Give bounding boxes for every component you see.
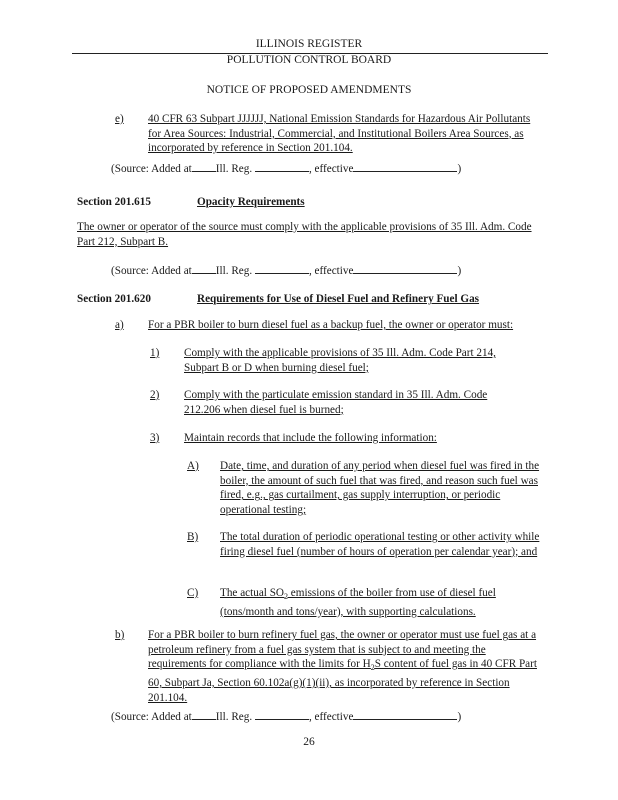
subitem-c-text [220, 586, 542, 619]
item-1-label: 1) [150, 347, 160, 359]
source-ill-reg: Ill. Reg. [215, 163, 253, 175]
item-b-text-post: S content of fuel gas in 40 CFR Part 60, Subpart Ja, Section 60.102a(g)(1)(ii), as incorporated by reference in Section 201.104. [148, 658, 537, 704]
section-title-615: Opacity Requirements [197, 196, 305, 208]
item-b-text-pre: For a PBR boiler to burn refinery fuel gas, the owner or operator must use fuel gas at a petroleum refinery from a fuel gas system that is subject to and meeting the requirements for compliance with the limits for H [148, 629, 537, 671]
section-number-620: Section 201.620 [77, 293, 151, 305]
item-2-label: 2) [150, 389, 160, 401]
source-ill-reg: Ill. Reg. [215, 711, 253, 723]
source-line [111, 709, 461, 723]
section-heading-620 [77, 293, 479, 305]
item-e-label: e) [115, 113, 124, 125]
section-number-615: Section 201.615 [77, 196, 151, 208]
source-effective: , effective [308, 265, 354, 277]
subitem-c-text-pre: The actual SO [220, 587, 284, 599]
source-close: ) [457, 711, 462, 723]
section-title-620: Requirements for Use of Diesel Fuel and Refinery Fuel Gas [197, 293, 480, 305]
blank-reg [255, 161, 309, 172]
source-close: ) [457, 163, 462, 175]
subitem-c-text-post: emissions of the boiler from use of diesel fuel (tons/month and tons/year), with supporting calculations. [220, 587, 496, 618]
register-title: ILLINOIS REGISTER [255, 38, 363, 50]
blank-reg [255, 263, 309, 274]
h2s-subscript: 2 [370, 663, 375, 673]
subitem-a-text: Date, time, and duration of any period when diesel fuel was fired in the boiler, the amount of such fuel that was fired, and reason such fuel was fired, e.g., gas curtailment, gas supply interruption, or periodic operational testing; [220, 460, 540, 516]
source-close: ) [457, 265, 462, 277]
item-1-text: Comply with the applicable provisions of 35 Ill. Adm. Code Part 214, Subpart B or D when burning diesel fuel; [184, 347, 496, 374]
notice-title: NOTICE OF PROPOSED AMENDMENTS [206, 84, 412, 96]
blank-added [192, 263, 216, 274]
item-b-text [148, 628, 540, 705]
source-line [111, 263, 461, 277]
item-3-label: 3) [150, 432, 160, 444]
blank-reg [255, 709, 309, 720]
section-615-body: The owner or operator of the source must comply with the applicable provisions of 35 Ill. Adm. Code Part 212, Subpart B. [77, 221, 532, 248]
page-number: 26 [303, 736, 315, 748]
blank-effective [353, 161, 457, 172]
subitem-a-label: A) [187, 460, 199, 472]
source-added-at: (Source: Added at [111, 265, 192, 277]
source-added-at: (Source: Added at [111, 711, 192, 723]
item-e-text: 40 CFR 63 Subpart JJJJJJ, National Emission Standards for Hazardous Air Pollutants for Area Sources: Industrial, Commercial, and Institutional Boilers Area Sources, as incorporated by reference in Section 201.104. [148, 113, 531, 155]
item-2-text: Comply with the particulate emission standard in 35 Ill. Adm. Code 212.206 when diesel fuel is burned; [184, 389, 488, 416]
source-added-at: (Source: Added at [111, 163, 192, 175]
blank-effective [353, 709, 457, 720]
source-effective: , effective [308, 163, 354, 175]
item-3-text: Maintain records that include the following information: [184, 432, 437, 444]
so2-subscript: 2 [284, 592, 288, 602]
item-a-text: For a PBR boiler to burn diesel fuel as a backup fuel, the owner or operator must: [148, 319, 514, 331]
item-b-label: b) [115, 629, 125, 641]
source-ill-reg: Ill. Reg. [215, 265, 253, 277]
blank-added [192, 709, 216, 720]
subitem-b-label: B) [187, 531, 199, 543]
item-a-label: a) [115, 319, 124, 331]
subitem-b-text: The total duration of periodic operational testing or other activity while firing diesel fuel (number of hours of operation per calendar year); and [220, 531, 540, 558]
board-title: POLLUTION CONTROL BOARD [226, 54, 392, 66]
section-heading-615 [77, 196, 305, 208]
blank-added [192, 161, 216, 172]
subitem-c-label: C) [187, 587, 199, 599]
source-line [111, 161, 461, 175]
source-effective: , effective [308, 711, 354, 723]
blank-effective [353, 263, 457, 274]
